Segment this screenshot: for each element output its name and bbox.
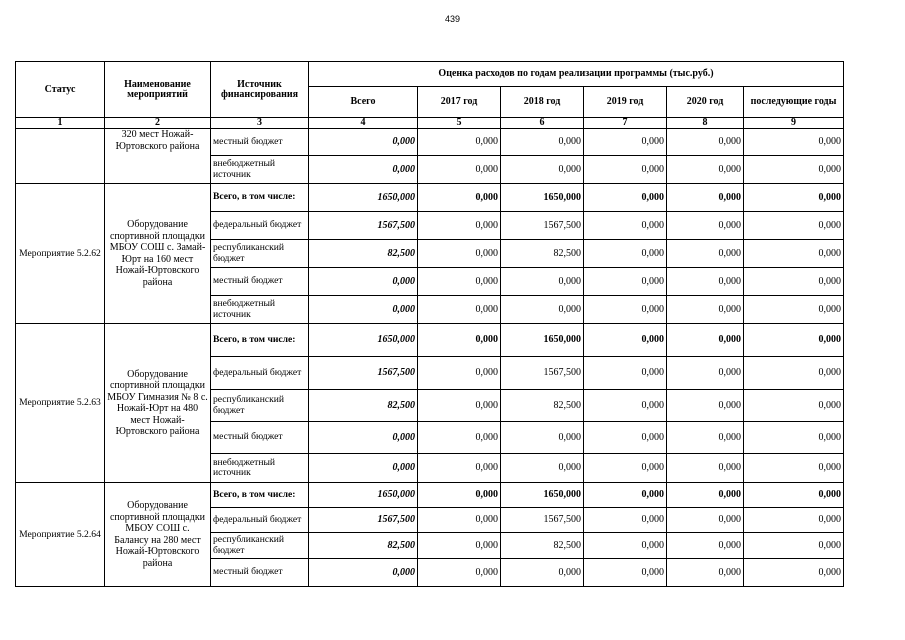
value-total: 82,500 [309, 390, 418, 422]
value-y2017: 0,000 [418, 324, 501, 357]
col-index: 8 [667, 118, 744, 129]
value-total: 1567,500 [309, 212, 418, 240]
value-y2019: 0,000 [584, 240, 667, 268]
value-y2018: 82,500 [501, 240, 584, 268]
header-source: Источник финансирования [211, 62, 309, 118]
value-later: 0,000 [744, 508, 844, 533]
value-y2019: 0,000 [584, 296, 667, 324]
value-y2018: 1650,000 [501, 184, 584, 212]
value-later: 0,000 [744, 296, 844, 324]
header-2019: 2019 год [584, 87, 667, 118]
value-y2017: 0,000 [418, 296, 501, 324]
header-2018: 2018 год [501, 87, 584, 118]
value-total: 0,000 [309, 296, 418, 324]
value-y2020: 0,000 [667, 184, 744, 212]
measure-name: Оборудование спортивной площадки МБОУ Гимназия № 8 с. Ножай-Юрт на 480 мест Ножай-Юртовского района [105, 324, 211, 483]
value-y2018: 0,000 [501, 296, 584, 324]
value-y2017: 0,000 [418, 268, 501, 296]
value-y2018: 0,000 [501, 559, 584, 587]
row-status: Мероприятие 5.2.64 [16, 483, 105, 587]
header-2017: 2017 год [418, 87, 501, 118]
header-total: Всего [309, 87, 418, 118]
value-total: 1567,500 [309, 357, 418, 390]
value-total: 82,500 [309, 533, 418, 559]
value-y2018: 1567,500 [501, 212, 584, 240]
value-later: 0,000 [744, 240, 844, 268]
value-later: 0,000 [744, 212, 844, 240]
value-y2018: 0,000 [501, 454, 584, 483]
value-later: 0,000 [744, 324, 844, 357]
value-y2020: 0,000 [667, 508, 744, 533]
value-y2020: 0,000 [667, 296, 744, 324]
value-y2018: 1650,000 [501, 483, 584, 508]
value-y2018: 1567,500 [501, 508, 584, 533]
value-y2019: 0,000 [584, 533, 667, 559]
value-y2019: 0,000 [584, 454, 667, 483]
value-total: 0,000 [309, 422, 418, 454]
value-y2017: 0,000 [418, 184, 501, 212]
value-y2018: 0,000 [501, 422, 584, 454]
value-y2017: 0,000 [418, 390, 501, 422]
value-total: 1567,500 [309, 508, 418, 533]
value-y2017: 0,000 [418, 240, 501, 268]
value-later: 0,000 [744, 184, 844, 212]
value-y2020: 0,000 [667, 268, 744, 296]
value-y2017: 0,000 [418, 156, 501, 184]
col-index: 5 [418, 118, 501, 129]
value-y2018: 0,000 [501, 268, 584, 296]
value-total: 82,500 [309, 240, 418, 268]
header-2020: 2020 год [667, 87, 744, 118]
table-row [16, 184, 844, 212]
value-y2020: 0,000 [667, 390, 744, 422]
value-y2020: 0,000 [667, 156, 744, 184]
value-y2018: 0,000 [501, 156, 584, 184]
funding-source: местный бюджет [211, 268, 309, 296]
col-index: 6 [501, 118, 584, 129]
budget-table [15, 61, 844, 587]
value-later: 0,000 [744, 390, 844, 422]
funding-source: внебюджетный источник [211, 296, 309, 324]
measure-name: Оборудование спортивной площадки МБОУ СОШ с. Замай-Юрт на 160 мест Ножай-Юртовского района [105, 184, 211, 324]
col-index: 2 [105, 118, 211, 129]
col-index: 9 [744, 118, 844, 129]
page-number: 439 [444, 14, 461, 24]
table-body [16, 129, 844, 587]
value-total: 0,000 [309, 129, 418, 156]
funding-source: местный бюджет [211, 559, 309, 587]
header-later: последующие годы [744, 87, 844, 118]
value-total: 0,000 [309, 454, 418, 483]
col-index: 4 [309, 118, 418, 129]
value-y2017: 0,000 [418, 357, 501, 390]
row-status: Мероприятие 5.2.63 [16, 324, 105, 483]
value-y2019: 0,000 [584, 156, 667, 184]
value-total: 0,000 [309, 559, 418, 587]
value-later: 0,000 [744, 156, 844, 184]
funding-source: республиканский бюджет [211, 390, 309, 422]
value-y2018: 82,500 [501, 533, 584, 559]
value-y2018: 82,500 [501, 390, 584, 422]
value-later: 0,000 [744, 483, 844, 508]
value-y2020: 0,000 [667, 240, 744, 268]
funding-source: республиканский бюджет [211, 240, 309, 268]
value-y2019: 0,000 [584, 129, 667, 156]
header-estimate: Оценка расходов по годам реализации программы (тыс.руб.) [309, 62, 844, 87]
funding-source: местный бюджет [211, 129, 309, 156]
value-y2019: 0,000 [584, 357, 667, 390]
table-row [16, 324, 844, 357]
col-index: 1 [16, 118, 105, 129]
value-y2019: 0,000 [584, 184, 667, 212]
value-later: 0,000 [744, 559, 844, 587]
funding-source: местный бюджет [211, 422, 309, 454]
header-status: Статус [16, 62, 105, 118]
funding-source: республиканский бюджет [211, 533, 309, 559]
table-row [16, 483, 844, 508]
row-status: Мероприятие 5.2.62 [16, 184, 105, 324]
value-y2018: 1567,500 [501, 357, 584, 390]
value-y2017: 0,000 [418, 212, 501, 240]
funding-source: Всего, в том числе: [211, 184, 309, 212]
value-later: 0,000 [744, 533, 844, 559]
value-total: 1650,000 [309, 324, 418, 357]
value-y2017: 0,000 [418, 129, 501, 156]
value-y2020: 0,000 [667, 533, 744, 559]
value-y2019: 0,000 [584, 390, 667, 422]
value-y2020: 0,000 [667, 559, 744, 587]
value-y2020: 0,000 [667, 454, 744, 483]
funding-source: федеральный бюджет [211, 508, 309, 533]
value-y2020: 0,000 [667, 483, 744, 508]
value-total: 0,000 [309, 156, 418, 184]
value-later: 0,000 [744, 129, 844, 156]
value-total: 1650,000 [309, 184, 418, 212]
table-row [16, 129, 844, 156]
measure-name: 320 мест Ножай-Юртовского района [105, 129, 211, 184]
value-total: 0,000 [309, 268, 418, 296]
value-y2019: 0,000 [584, 483, 667, 508]
value-y2019: 0,000 [584, 422, 667, 454]
funding-source: федеральный бюджет [211, 357, 309, 390]
col-index: 3 [211, 118, 309, 129]
funding-source: федеральный бюджет [211, 212, 309, 240]
value-y2019: 0,000 [584, 559, 667, 587]
value-y2017: 0,000 [418, 422, 501, 454]
measure-name: Оборудование спортивной площадки МБОУ СОШ с. Балансу на 280 мест Ножай-Юртовского района [105, 483, 211, 587]
funding-source: Всего, в том числе: [211, 483, 309, 508]
funding-source: внебюджетный источник [211, 454, 309, 483]
value-later: 0,000 [744, 454, 844, 483]
value-y2018: 0,000 [501, 129, 584, 156]
funding-source: Всего, в том числе: [211, 324, 309, 357]
value-y2017: 0,000 [418, 454, 501, 483]
value-y2020: 0,000 [667, 212, 744, 240]
row-status [16, 129, 105, 184]
value-y2019: 0,000 [584, 268, 667, 296]
value-y2017: 0,000 [418, 508, 501, 533]
header-name: Наименование мероприятий [105, 62, 211, 118]
value-y2020: 0,000 [667, 324, 744, 357]
value-y2017: 0,000 [418, 483, 501, 508]
value-total: 1650,000 [309, 483, 418, 508]
value-y2019: 0,000 [584, 324, 667, 357]
value-y2020: 0,000 [667, 422, 744, 454]
col-index: 7 [584, 118, 667, 129]
value-y2019: 0,000 [584, 508, 667, 533]
value-later: 0,000 [744, 357, 844, 390]
column-index-row [16, 118, 844, 129]
value-y2017: 0,000 [418, 559, 501, 587]
funding-source: внебюджетный источник [211, 156, 309, 184]
value-y2020: 0,000 [667, 357, 744, 390]
value-y2020: 0,000 [667, 129, 744, 156]
value-later: 0,000 [744, 268, 844, 296]
value-y2017: 0,000 [418, 533, 501, 559]
value-y2019: 0,000 [584, 212, 667, 240]
value-later: 0,000 [744, 422, 844, 454]
value-y2018: 1650,000 [501, 324, 584, 357]
